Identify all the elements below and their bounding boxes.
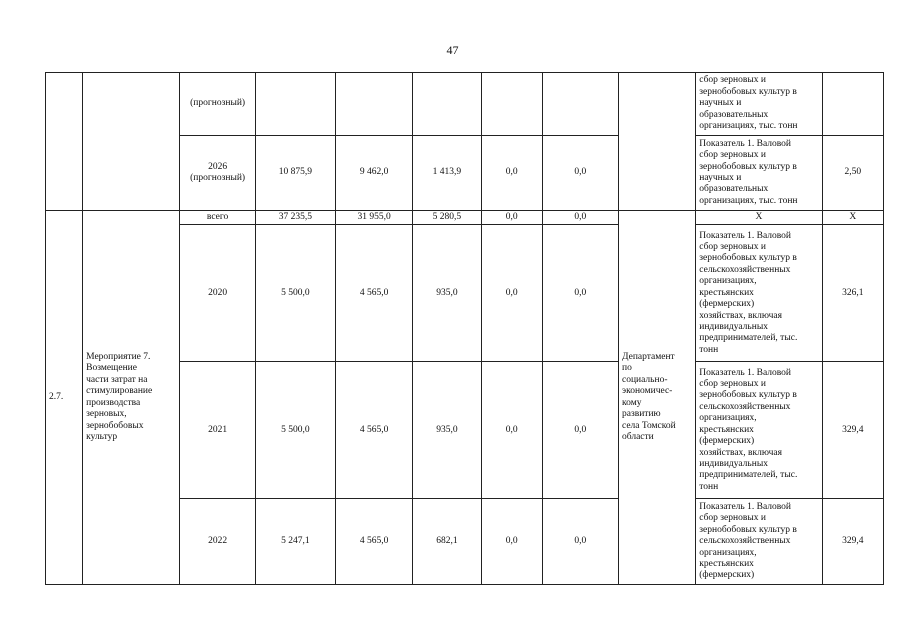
indicator-value-cell: 329,4 xyxy=(822,362,883,499)
regional-cell xyxy=(413,73,481,136)
extra-cell: 0,0 xyxy=(542,499,618,585)
regional-cell: 1 413,9 xyxy=(413,136,481,211)
table-row xyxy=(46,211,884,225)
regional-cell: 935,0 xyxy=(413,225,481,362)
indicator-value-cell xyxy=(822,73,883,136)
indicator-cell: сбор зерновых и зернобобовых культур в научных и образовательных организациях, тыс. тонн xyxy=(696,73,822,136)
total-cell: 37 235,5 xyxy=(255,211,335,225)
federal-cell: 4 565,0 xyxy=(336,362,413,499)
federal-cell: 31 955,0 xyxy=(336,211,413,225)
year-cell: всего xyxy=(180,211,255,225)
indicator-cell: Показатель 1. Валовой сбор зерновых и зернобобовых культур в сельскохозяйственных организациях, крестьянских (фермерских) хозяйствах, включая индивидуальных предпринимателей, тыс. тонн xyxy=(696,225,822,362)
regional-cell: 935,0 xyxy=(413,362,481,499)
federal-cell: 4 565,0 xyxy=(336,499,413,585)
federal-cell: 4 565,0 xyxy=(336,225,413,362)
executor-cell xyxy=(619,73,696,211)
extra-cell: 0,0 xyxy=(542,136,618,211)
indicator-cell: Показатель 1. Валовой сбор зерновых и зернобобовых культур в научных и образовательных организациях, тыс. тонн xyxy=(696,136,822,211)
regional-cell: 5 280,5 xyxy=(413,211,481,225)
row-number-cell xyxy=(46,73,83,211)
local-cell: 0,0 xyxy=(481,136,542,211)
extra-cell xyxy=(542,73,618,136)
total-cell: 5 500,0 xyxy=(255,362,335,499)
total-cell: 5 500,0 xyxy=(255,225,335,362)
program-table xyxy=(45,72,884,585)
local-cell: 0,0 xyxy=(481,362,542,499)
indicator-value-cell: X xyxy=(822,211,883,225)
regional-cell: 682,1 xyxy=(413,499,481,585)
extra-cell: 0,0 xyxy=(542,225,618,362)
local-cell: 0,0 xyxy=(481,225,542,362)
year-cell: 2026 (прогнозный) xyxy=(180,136,255,211)
activity-name-cell: Мероприятие 7. Возмещение части затрат на стимулирование производства зерновых, зернобобовых культур xyxy=(83,211,180,585)
total-cell: 10 875,9 xyxy=(255,136,335,211)
indicator-value-cell: 329,4 xyxy=(822,499,883,585)
local-cell xyxy=(481,73,542,136)
total-cell: 5 247,1 xyxy=(255,499,335,585)
year-cell: 2022 xyxy=(180,499,255,585)
local-cell: 0,0 xyxy=(481,211,542,225)
year-cell: 2021 xyxy=(180,362,255,499)
total-cell xyxy=(255,73,335,136)
extra-cell: 0,0 xyxy=(542,362,618,499)
local-cell: 0,0 xyxy=(481,499,542,585)
row-number-cell: 2.7. xyxy=(46,211,83,585)
federal-cell: 9 462,0 xyxy=(336,136,413,211)
indicator-cell: X xyxy=(696,211,822,225)
year-cell: (прогнозный) xyxy=(180,73,255,136)
activity-name-cell xyxy=(83,73,180,211)
table-row xyxy=(46,73,884,136)
year-cell: 2020 xyxy=(180,225,255,362)
page-number: 47 xyxy=(446,43,459,57)
indicator-cell: Показатель 1. Валовой сбор зерновых и зернобобовых культур в сельскохозяйственных организациях, крестьянских (фермерских) xyxy=(696,499,822,585)
indicator-value-cell: 326,1 xyxy=(822,225,883,362)
indicator-value-cell: 2,50 xyxy=(822,136,883,211)
indicator-cell: Показатель 1. Валовой сбор зерновых и зернобобовых культур в сельскохозяйственных организациях, крестьянских (фермерских) хозяйствах, включая индивидуальных предпринимателей, тыс. тонн xyxy=(696,362,822,499)
federal-cell xyxy=(336,73,413,136)
executor-cell: Департамент по социально- экономичес- кому развитию села Томской области xyxy=(619,211,696,585)
extra-cell: 0,0 xyxy=(542,211,618,225)
